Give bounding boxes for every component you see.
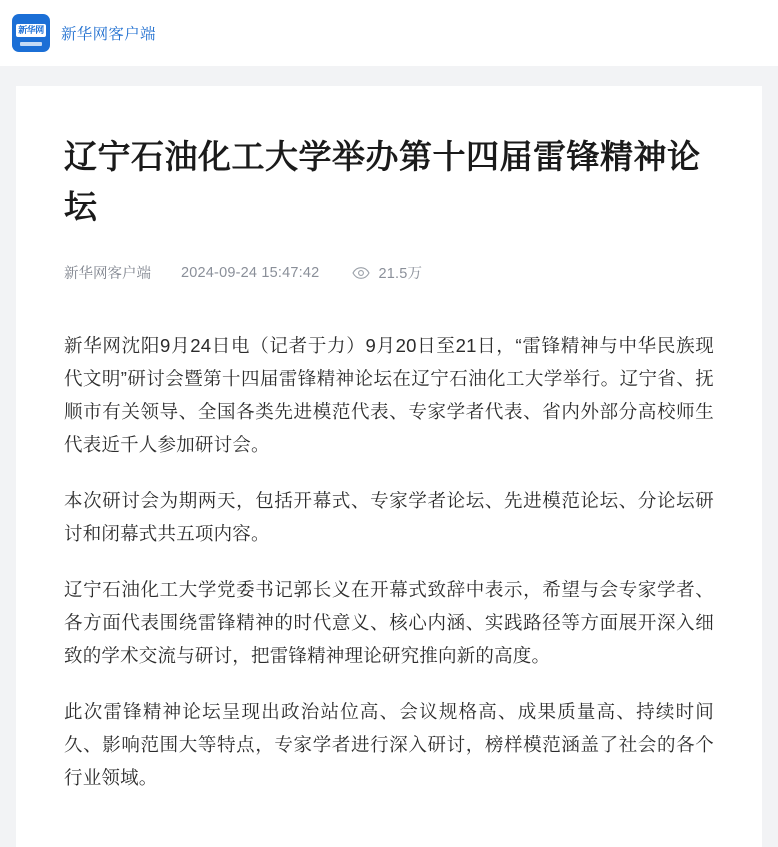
eye-icon — [352, 267, 370, 279]
article-card — [16, 86, 762, 847]
article-paragraph: 新华网沈阳9月24日电（记者于力）9月20日至21日，“雷锋精神与中华民族现代文明”研讨会暨第十四届雷锋精神论坛在辽宁石油化工大学举行。辽宁省、抚顺市有关领导、全国各类先进模范代表、专家学者代表、省内外部分高校师生代表近千人参加研讨会。 — [64, 335, 714, 455]
article-body — [64, 329, 714, 794]
logo-underline — [20, 42, 42, 46]
logo-text: 新华网 — [18, 25, 44, 35]
xinhua-logo-icon — [12, 14, 50, 52]
app-header — [0, 0, 778, 66]
article-paragraph: 本次研讨会为期两天，包括开幕式、专家学者论坛、先进模范论坛、分论坛研讨和闭幕式共五项内容。 — [64, 490, 714, 544]
page-container — [0, 86, 778, 847]
article-meta — [64, 262, 714, 283]
app-name-label: 新华网客户端 — [61, 26, 156, 43]
article-timestamp: 2024-09-24 15:47:42 — [181, 264, 320, 281]
article-views-count: 21.5万 — [378, 266, 423, 282]
article-paragraph: 此次雷锋精神论坛呈现出政治站位高、会议规格高、成果质量高、持续时间久、影响范围大等特点，专家学者进行深入研讨，榜样模范涵盖了社会的各个行业领域。 — [64, 701, 714, 788]
article-source: 新华网客户端 — [64, 266, 151, 282]
article-views — [352, 262, 422, 283]
page-title: 辽宁石油化工大学举办第十四届雷锋精神论坛 — [64, 138, 701, 225]
article-paragraph: 辽宁石油化工大学党委书记郭长义在开幕式致辞中表示，希望与会专家学者、各方面代表围绕雷锋精神的时代意义、核心内涵、实践路径等方面展开深入细致的学术交流与研讨，把雷锋精神理论研究推向新的高度。 — [64, 579, 714, 666]
